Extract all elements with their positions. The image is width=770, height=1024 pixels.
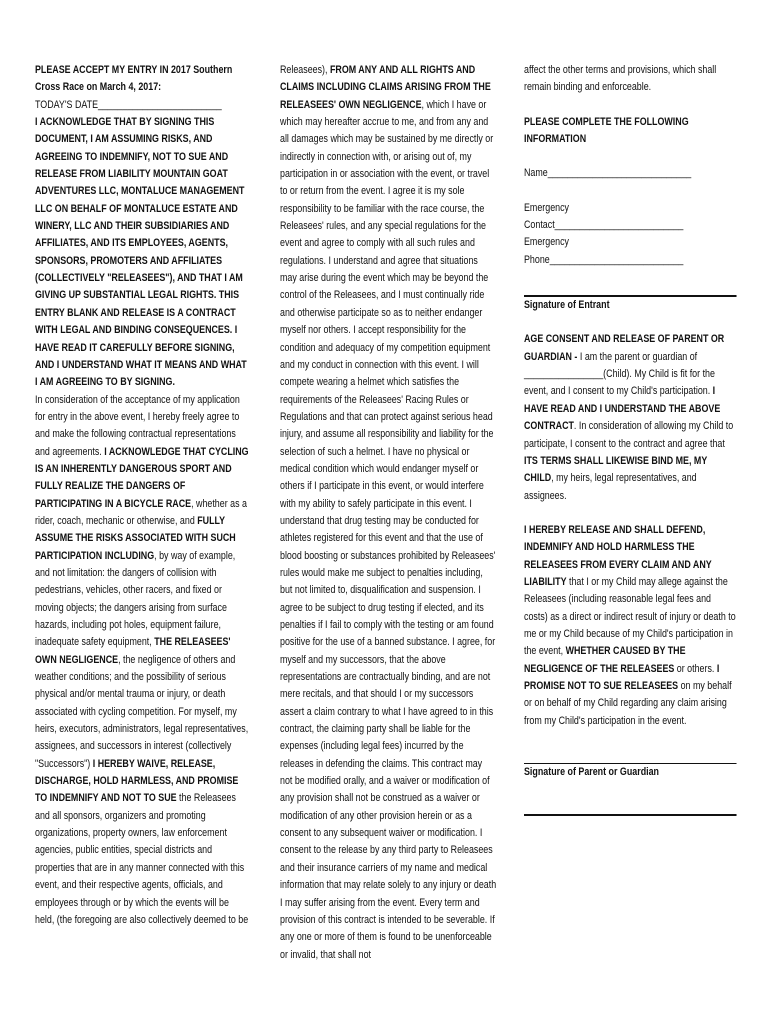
parent-signature-line[interactable]	[524, 747, 737, 764]
emergency-label: Emergency	[524, 201, 570, 214]
entry-heading: PLEASE ACCEPT MY ENTRY IN 2017 Southern Cross Race on March 4, 2017:	[35, 64, 233, 94]
column-3	[524, 62, 737, 816]
age-consent-paragraph: AGE CONSENT AND RELEASE OF PARENT OR GUARDIAN - I am the parent or guardian of ________________(Child). My Child is fit for the event, and I consent to my Child's participation. I HAVE READ AND I UNDERSTAND THE ABOVE CONTRACT. In consideration of allowing my Child to participate, I consent to the contract and agree that ITS TERMS SHALL LIKEWISE BIND ME, MY CHILD, my heirs, legal representatives, and assignees.	[524, 333, 734, 502]
info-heading: PLEASE COMPLETE THE FOLLOWING INFORMATION	[524, 115, 689, 146]
name-field[interactable]: Name_____________________________	[524, 167, 692, 180]
entrant-signature-label: Signature of Entrant	[524, 299, 610, 312]
parent-release-paragraph: I HEREBY RELEASE AND SHALL DEFEND, INDEMNIFY AND HOLD HARMLESS THE RELEASEES FROM EVERY CLAIM AND ANY LIABILITY that I or my Child may allege against the Releasees (including reasonable legal fees and costs) as a direct or indirect result of injury or death to me or my Child because of my Child's participation in the event, WHETHER CAUSED BY THE NEGLIGENCE OF THE RELEASEES or others. I PROMISE NOT TO SUE RELEASEES on my behalf or on behalf of my Child regarding any claim arising from my Child's participation in the event.	[524, 523, 736, 727]
parent-signature-label: Signature of Parent or Guardian	[524, 766, 659, 778]
column-2	[280, 62, 497, 964]
bottom-rule	[524, 798, 737, 816]
release-paragraph: Releasees), FROM ANY AND ALL RIGHTS AND CLAIMS INCLUDING CLAIMS ARISING FROM THE RELEASEES' OWN NEGLIGENCE, which I have or which may hereafter accrue to me, and from any and all damages which may be sustained by me directly or indirectly in connection with, or arising out of, my participation in or association with the event, or travel to or return from the event. I agree it is my sole responsibility to be familiar with the race course, the Releasees' rules, and any special regulations for the event and agree to comply with all such rules and regulations. I understand and agree that situations may arise during the event which may be beyond the control of the Releasees, and I must continually ride and otherwise participate so as to neither endanger myself nor others. I accept responsibility for the condition and adequacy of my competition equipment and my conduct in connection with this event. I will compete wearing a helmet which satisfies the requirements of the Releasees' Racing Rules or Regulations and that can protect against serious head injury, and assume all responsibility and liability for the selection of such a helmet. I have no physical or medical condition which would endanger myself or others if I participate in this event, or would interfere with my ability to safely participate in this event. I understand that drug testing may be conducted for athletes registered for this event and that the use of blood boosting or substances prohibited by Releasees' rules would make me subject to penalties including, but not limited to, disqualification and suspension. I agree to be subject to drug testing if elected, and its penalties if I fail to comply with the testing or am found positive for the use of a banned substance. I agree, for myself and my successors, that the above representations are contractually binding, and are not mere recitals, and that should I or my successors assert a claim contrary to what I have agreed to in this contract, the claiming party shall be liable for the expenses (including legal fees) incurred by the releases in defending the claims. This contract may not be modified orally, and a waiver or modification of any provision shall not be construed as a waiver or modification of any other provision herein or as a consent to any subsequent waiver or modification. I consent to the release by any third party to Releasees and their insurance carriers of my name and medical information that may relate solely to any injury or death I may suffer arising from the event. Every term and provision of this contract is intended to be severable. If any one or more of them is found to be unenforceable or invalid, that shall not	[280, 64, 497, 961]
emergency-contact-field[interactable]: Contact__________________________	[524, 219, 684, 232]
acknowledgement-paragraph: I ACKNOWLEDGE THAT BY SIGNING THIS DOCUMENT, I AM ASSUMING RISKS, AND AGREEING TO INDEMNIFY, NOT TO SUE AND RELEASE FROM LIABILITY MOUNTAIN GOAT ADVENTURES LLC, MONTALUCE MANAGEMENT LLC ON BEHALF OF MONTALUCE ESTATE AND WINERY, LLC AND THEIR SUBSIDIARIES AND AFFILIATES, AND ITS EMPLOYEES, AGENTS, SPONSORS, PROMOTERS AND AFFILIATES (COLLECTIVELY "RELEASEES"), AND THAT I AM GIVING UP SUBSTANTIAL LEGAL RIGHTS. THIS ENTRY BLANK AND RELEASE IS A CONTRACT WITH LEGAL AND BINDING CONSEQUENCES. I HAVE READ IT CAREFULLY BEFORE SIGNING, AND I UNDERSTAND WHAT IT MEANS AND WHAT I AM AGREEING TO BY SIGNING.	[35, 116, 247, 389]
consideration-paragraph: In consideration of the acceptance of my application for entry in the above event, I hereby freely agree to and make the following contractual representations and agreements. I ACKNOWLEDGE THAT CYCLING IS AN INHERENTLY DANGEROUS SPORT AND FULLY REALIZE THE DANGERS OF PARTICIPATING IN A BICYCLE RACE, whether as a rider, coach, mechanic or otherwise, and FULLY ASSUME THE RISKS ASSOCIATED WITH SUCH PARTICIPATION INCLUDING, by way of example, and not limitation: the dangers of collision with pedestrians, vehicles, other racers, and fixed or moving objects; the dangers arising from surface hazards, including pot holes, equipment failure, inadequate safety equipment, THE RELEASEES' OWN NEGLIGENCE, the negligence of others and weather conditions; and the possibility of serious physical and/or mental trauma or injury, or death associated with cycling competition. For myself, my heirs, executors, administrators, legal representatives, assignees, and successors in interest (collectively "Successors") I HEREBY WAIVE, RELEASE, DISCHARGE, HOLD HARMLESS, AND PROMISE TO INDEMNIFY AND NOT TO SUE the Releasees and all sponsors, organizers and promoting organizations, property owners, law enforcement agencies, public entities, special districts and properties that are in any manner connected with this event, and their respective agents, officials, and employees through or by which the events will be held, (the foregoing are also collectively deemed to be	[35, 393, 249, 926]
emergency-label-2: Emergency	[524, 236, 570, 249]
severability-paragraph: affect the other terms and provisions, which shall remain binding and enforceable.	[524, 64, 717, 94]
entrant-signature-line[interactable]	[524, 279, 737, 297]
column-1	[35, 62, 249, 929]
emergency-phone-field[interactable]: Phone___________________________	[524, 253, 684, 266]
date-line[interactable]: TODAY'S DATE_________________________	[35, 98, 222, 111]
